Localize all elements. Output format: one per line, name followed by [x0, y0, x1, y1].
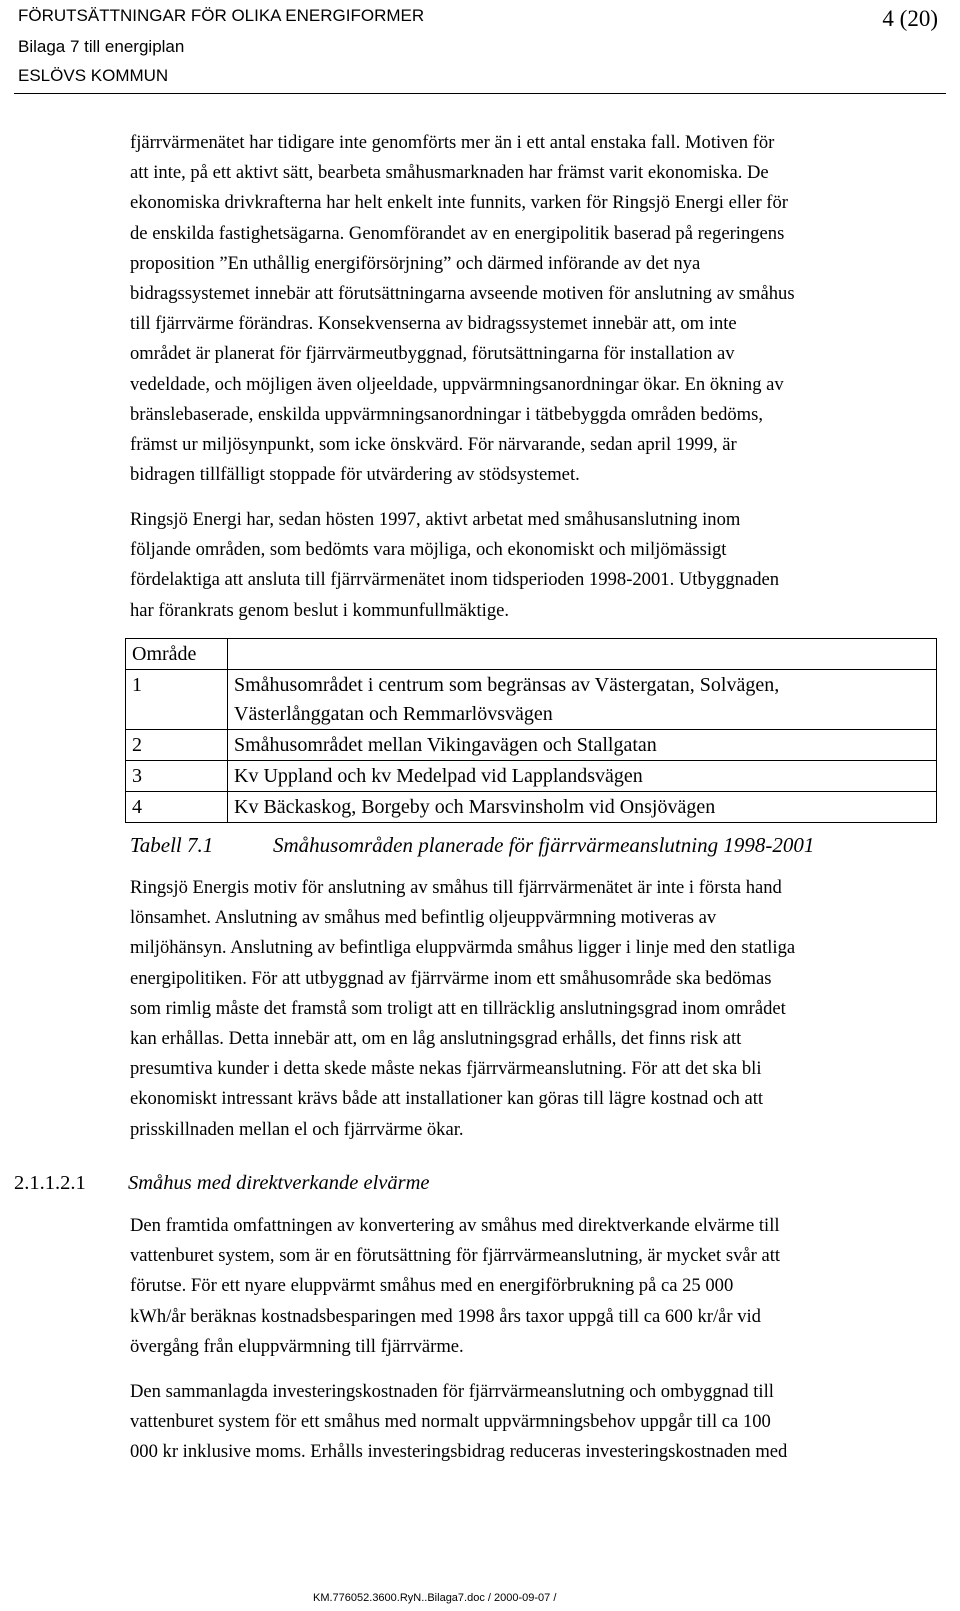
- text-line: bidragssystemet innebär att förutsättningarna avseende motiven för anslutning av småhus: [130, 283, 795, 305]
- text-line: ekonomiska drivkrafterna har helt enkelt inte funnits, varken för Ringsjö Energi eller för: [130, 192, 788, 214]
- paragraph-conversion: [130, 1211, 780, 1362]
- table-cell-number: 1: [126, 670, 228, 730]
- section-number: 2.1.1.2.1: [14, 1172, 86, 1194]
- text-line: Ringsjö Energis motiv för anslutning av småhus till fjärrvärmenätet är inte i första hand: [130, 877, 782, 898]
- text-line: vedeldade, och möjligen även oljeeldade, uppvärmningsanordningar ökar. En ökning av: [130, 373, 784, 395]
- text-line: vattenburet system, som är en förutsättning för fjärrvärmeanslutning, är mycket svår att: [130, 1245, 781, 1267]
- text-line: presumtiva kunder i detta skede måste nekas fjärrvärmeanslutning. För att det ska bli: [130, 1058, 762, 1080]
- text-line: följande områden, som bedömts vara möjliga, och ekonomiskt och miljömässigt: [130, 539, 727, 561]
- table-cell-description: Kv Uppland och kv Medelpad vid Lapplandsvägen: [228, 761, 937, 792]
- text-line: förutse. För ett nyare eluppvärmt småhus med en energiförbrukning på ca 25 000: [130, 1275, 734, 1297]
- table-row: [126, 670, 937, 730]
- table-row: [126, 730, 937, 761]
- text-line: övergång från eluppvärmning till fjärrvärme.: [130, 1335, 464, 1357]
- areas-table: [125, 638, 937, 823]
- text-line: har förankrats genom beslut i kommunfullmäktige.: [130, 599, 510, 621]
- table-cell-description: [228, 670, 937, 730]
- table-cell-number: 2: [126, 730, 228, 761]
- header-organization: ESLÖVS KOMMUN: [18, 66, 169, 85]
- text-line: vattenburet system för ett småhus med normalt uppvärmningsbehov uppgår till ca 100: [130, 1411, 771, 1433]
- paragraph-connection-motives: [130, 873, 795, 1145]
- text-line: att inte, på ett aktivt sätt, bearbeta småhusmarknaden har främst varit ekonomiska. De: [130, 162, 769, 184]
- paragraph-ringsjo-energi-work: [130, 505, 779, 626]
- text-line: Ringsjö Energi har, sedan hösten 1997, aktivt arbetat med småhusanslutning inom: [130, 509, 741, 530]
- text-line: området är planerat för fjärrvärmeutbyggnad, förutsättningarna för installation av: [130, 343, 735, 365]
- text-line: miljöhänsyn. Anslutning av befintliga eluppvärmda småhus ligger i linje med den statliga: [130, 937, 796, 959]
- paragraph-investment-cost: [130, 1377, 787, 1468]
- text-line: 000 kr inklusive moms. Erhålls investeringsbidrag reduceras investeringskostnaden med: [130, 1441, 788, 1463]
- text-line: energipolitiken. För att utbyggnad av fjärrvärme inom ett småhusområde ska bedömas: [130, 967, 772, 989]
- table-header-row: [126, 639, 937, 670]
- text-line: kan erhållas. Detta innebär att, om en låg anslutningsgrad erhålls, det finns risk att: [130, 1028, 742, 1050]
- table-cell-line: Västerlånggatan och Remmarlövsvägen: [234, 703, 553, 725]
- table-cell-number: 4: [126, 792, 228, 823]
- text-line: lönsamhet. Anslutning av småhus med befintlig oljeuppvärmning motiveras av: [130, 907, 717, 929]
- header-subtitle: Bilaga 7 till energiplan: [18, 37, 185, 56]
- table-cell-description: Småhusområdet mellan Vikingavägen och Stallgatan: [228, 730, 937, 761]
- table-row: [126, 761, 937, 792]
- text-line: Den framtida omfattningen av konvertering av småhus med direktverkande elvärme till: [130, 1215, 780, 1236]
- header-title: FÖRUTSÄTTNINGAR FÖR OLIKA ENERGIFORMER: [18, 6, 425, 25]
- table-cell-description: Kv Bäckaskog, Borgeby och Marsvinsholm vid Onsjövägen: [228, 792, 937, 823]
- table-cell-number: 3: [126, 761, 228, 792]
- table-header-empty-cell: [228, 639, 937, 670]
- text-line: bränslebaserade, enskilda uppvärmningsanordningar i tätbebyggda områden bedöms,: [130, 403, 764, 425]
- text-line: ekonomiskt intressant krävs både att installationer kan göras till lägre kostnad och att: [130, 1088, 764, 1110]
- text-line: bidragen tillfälligt stoppade för utvärdering av stödsystemet.: [130, 464, 580, 486]
- text-line: de enskilda fastighetsägarna. Genomförandet av en energipolitik baserad på regeringens: [130, 222, 785, 244]
- header-divider: [14, 93, 946, 94]
- section-title: Småhus med direktverkande elvärme: [128, 1172, 430, 1194]
- paragraph-district-heating-motives: [130, 128, 795, 490]
- text-line: till fjärrvärme förändras. Konsekvenserna av bidragssystemet innebär att, om inte: [130, 313, 737, 335]
- text-line: proposition ”En uthållig energiförsörjning” och därmed införande av det nya: [130, 252, 701, 274]
- table-caption-text: Småhusområden planerade för fjärrvärmeanslutning 1998-2001: [273, 833, 815, 857]
- text-line: främst ur miljösynpunkt, som icke önskvärd. För närvarande, sedan april 1999, är: [130, 434, 737, 456]
- table-row: [126, 792, 937, 823]
- text-line: Den sammanlagda investeringskostnaden för fjärrvärmeanslutning och ombyggnad till: [130, 1381, 774, 1402]
- text-line: fjärrvärmenätet har tidigare inte genomförts mer än i ett antal enstaka fall. Motiven för: [130, 132, 775, 153]
- table-header-cell: Område: [126, 639, 228, 670]
- text-line: fördelaktiga att ansluta till fjärrvärmenätet inom tidsperioden 1998-2001. Utbyggnaden: [130, 569, 780, 591]
- text-line: som rimlig måste det framstå som troligt att en tillräcklig anslutningsgrad inom området: [130, 997, 786, 1019]
- footer-doc-reference: KM.776052.3600.RyN..Bilaga7.doc / 2000-09-07 /: [313, 1592, 557, 1604]
- table-cell-line: Småhusområdet i centrum som begränsas av Västergatan, Solvägen,: [234, 674, 780, 696]
- text-line: kWh/år beräknas kostnadsbesparingen med 1998 års taxor uppgå till ca 600 kr/år vid: [130, 1305, 761, 1327]
- text-line: prisskillnaden mellan el och fjärrvärme ökar.: [130, 1118, 464, 1140]
- page-number: 4 (20): [882, 6, 938, 31]
- table-caption-label: Tabell 7.1: [130, 833, 214, 857]
